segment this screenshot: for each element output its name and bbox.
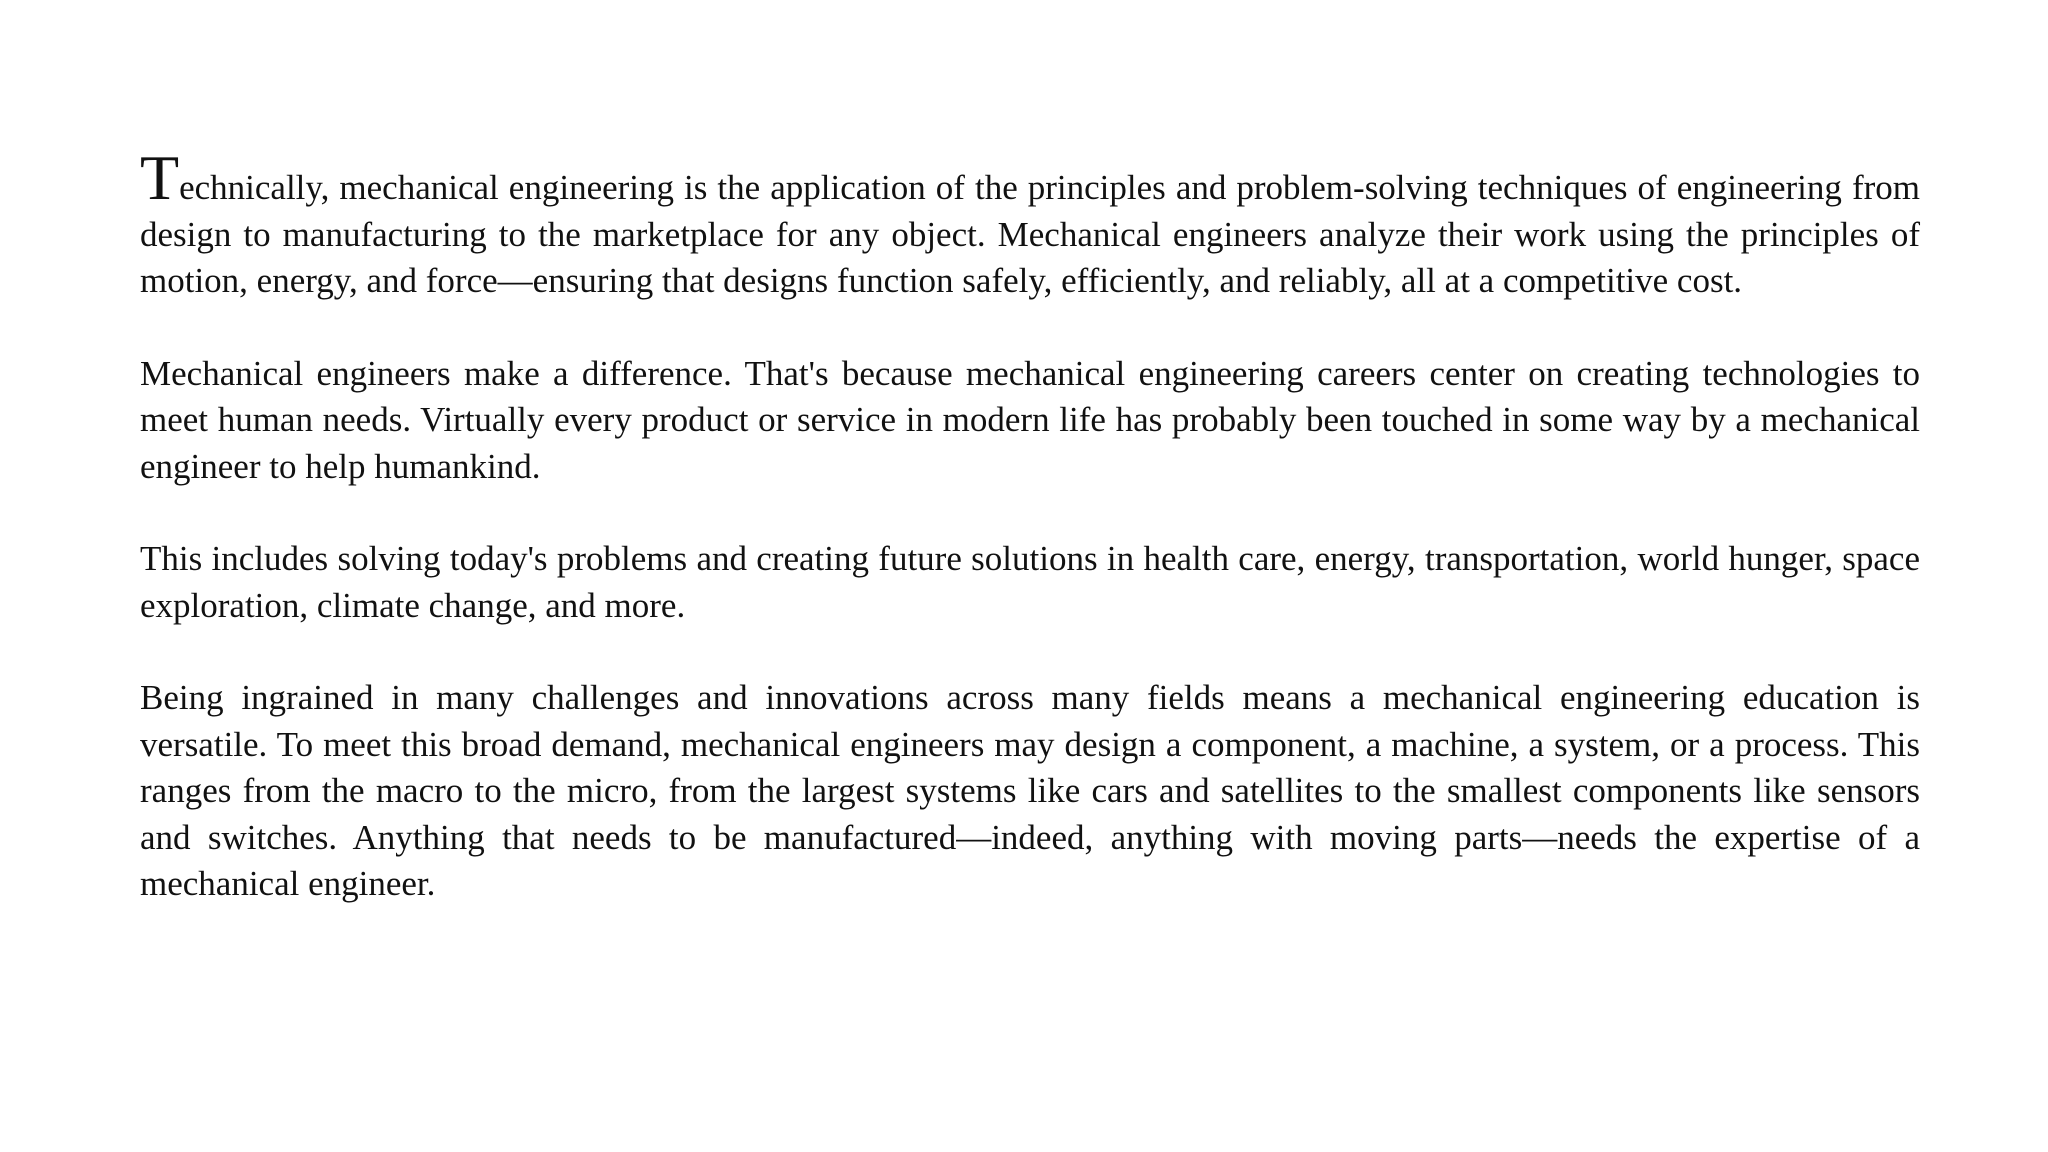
document-body bbox=[140, 142, 1920, 954]
paragraph-3: This includes solving today's problems and creating future solutions in health care, energy, transportation, world hunger, space exploration, climate change, and more. bbox=[140, 539, 1920, 625]
paragraph-1 bbox=[140, 142, 1920, 305]
paragraph-4: Being ingrained in many challenges and innovations across many fields means a mechanical engineering education is versatile. To meet this broad demand, mechanical engineers may design a component, a machine, a system, or a process. This ranges from the macro to the micro, from the largest systems like cars and satellites to the smallest components like sensors and switches. Anything that needs to be manufactured—indeed, anything with moving parts—needs the expertise of a mechanical engineer. bbox=[140, 678, 1920, 903]
paragraph-1-text: echnically, mechanical engineering is the application of the principles and problem-solving techniques of engineering from design to manufacturing to the marketplace for any object. Mechanical engineers analyze their work using the principles of motion, energy, and force—ensuring that designs function safely, efficiently, and reliably, all at a competitive cost. bbox=[140, 168, 1920, 300]
drop-cap: T bbox=[140, 142, 180, 213]
paragraph-2: Mechanical engineers make a difference. That's because mechanical engineering careers center on creating technologies to meet human needs. Virtually every product or service in modern life has probably been touched in some way by a mechanical engineer to help humankind. bbox=[140, 353, 1920, 486]
